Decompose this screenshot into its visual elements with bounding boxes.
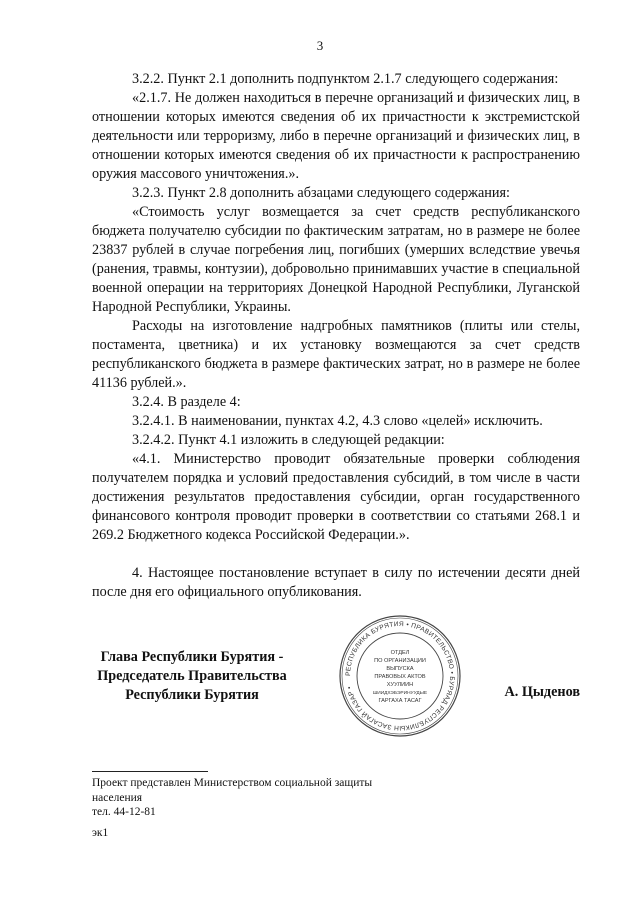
paragraph: 3.2.4.1. В наименовании, пунктах 4.2, 4.3 слово «целей» исключить.	[132, 413, 543, 429]
signer-title-line: Республики Бурятия	[125, 687, 259, 703]
paragraph: 4. Настоящее постановление вступает в силу по истечении десяти дней после дня его официального опубликования.	[92, 565, 580, 600]
seal-center-line: ХУУЛИИН	[386, 682, 414, 688]
page-number: 3	[316, 38, 324, 53]
paragraph: «Стоимость услуг возмещается за счет средств республиканского бюджета получателю субсидии по фактическим затратам, но в размере не более 23837 рублей в случае погребения лиц, погибших (умерших вследствие увечья (ранения, травмы, контузии), добровольно принимавших участие в специальной военной операции на территориях Донецкой Народной Республики, Луганской Народной Республики, Украины.	[92, 204, 580, 315]
seal-center-line: ПО ОРГАНИЗАЦИИ	[374, 658, 426, 664]
seal-center-line: ОТДЕЛ	[390, 650, 410, 656]
seal-center-line: ГАРГАХА ТАСАГ	[378, 698, 422, 704]
footnote-line: Проект представлен Министерством социальной защиты	[92, 777, 373, 789]
seal-ring-text: РЕСПУБЛИКА БУРЯТИЯ • ПРАВИТЕЛЬСТВО • БУРЯАД РЕСПУБЛИКЫН ЗАСАГАЙ ГАЗАР •	[344, 620, 456, 732]
footnote-line: тел. 44-12-81	[92, 806, 156, 818]
seal-center-line: ПРАВОВЫХ АКТОВ	[374, 674, 426, 680]
paragraph: «4.1. Министерство проводит обязательные проверки соблюдения получателем порядка и условий предоставления субсидий, в том числе в части достижения результатов предоставления субсидии, орган государственного финансового контроля проводит проверки в соответствии со статьями 268.1 и 269.2 Бюджетного кодекса Российской Федерации.».	[92, 451, 580, 543]
official-seal-stamp	[338, 614, 462, 738]
seal-center-line: ВЫПУСКА	[386, 666, 414, 672]
signer-title	[92, 648, 292, 705]
document-code: эк1	[92, 827, 109, 839]
footnote-divider	[92, 771, 208, 772]
document-body	[92, 70, 580, 602]
signer-title-line: Глава Республики Бурятия -	[100, 649, 284, 665]
paragraph: 3.2.3. Пункт 2.8 дополнить абзацами следующего содержания:	[132, 185, 510, 201]
paragraph: 3.2.4. В разделе 4:	[132, 394, 241, 410]
footnote-line: населения	[92, 791, 143, 804]
seal-center-line: ШИИДХЭБЭРИНУУДЫЕ	[372, 691, 428, 696]
paragraph: «2.1.7. Не должен находиться в перечне организаций и физических лиц, в отношении которых имеются сведения об их причастности к экстремистской деятельности или терроризму, либо в перечне организаций и физических лиц, в отношении которых имеются сведения об их причастности к распространению оружия массового уничтожения.».	[92, 90, 580, 182]
signer-name: А. Цыденов	[504, 684, 580, 700]
signer-title-line: Председатель Правительства	[97, 668, 287, 684]
paragraph: 3.2.2. Пункт 2.1 дополнить подпунктом 2.1.7 следующего содержания:	[132, 71, 559, 87]
paragraph: 3.2.4.2. Пункт 4.1 изложить в следующей редакции:	[132, 432, 445, 448]
footnote	[92, 776, 432, 820]
paragraph: Расходы на изготовление надгробных памятников (плиты или стелы, постамента, цветника) и их установку возмещаются за счет средств республиканского бюджета в размере фактических затрат, но в размере не более 41136 рублей.».	[92, 318, 580, 391]
